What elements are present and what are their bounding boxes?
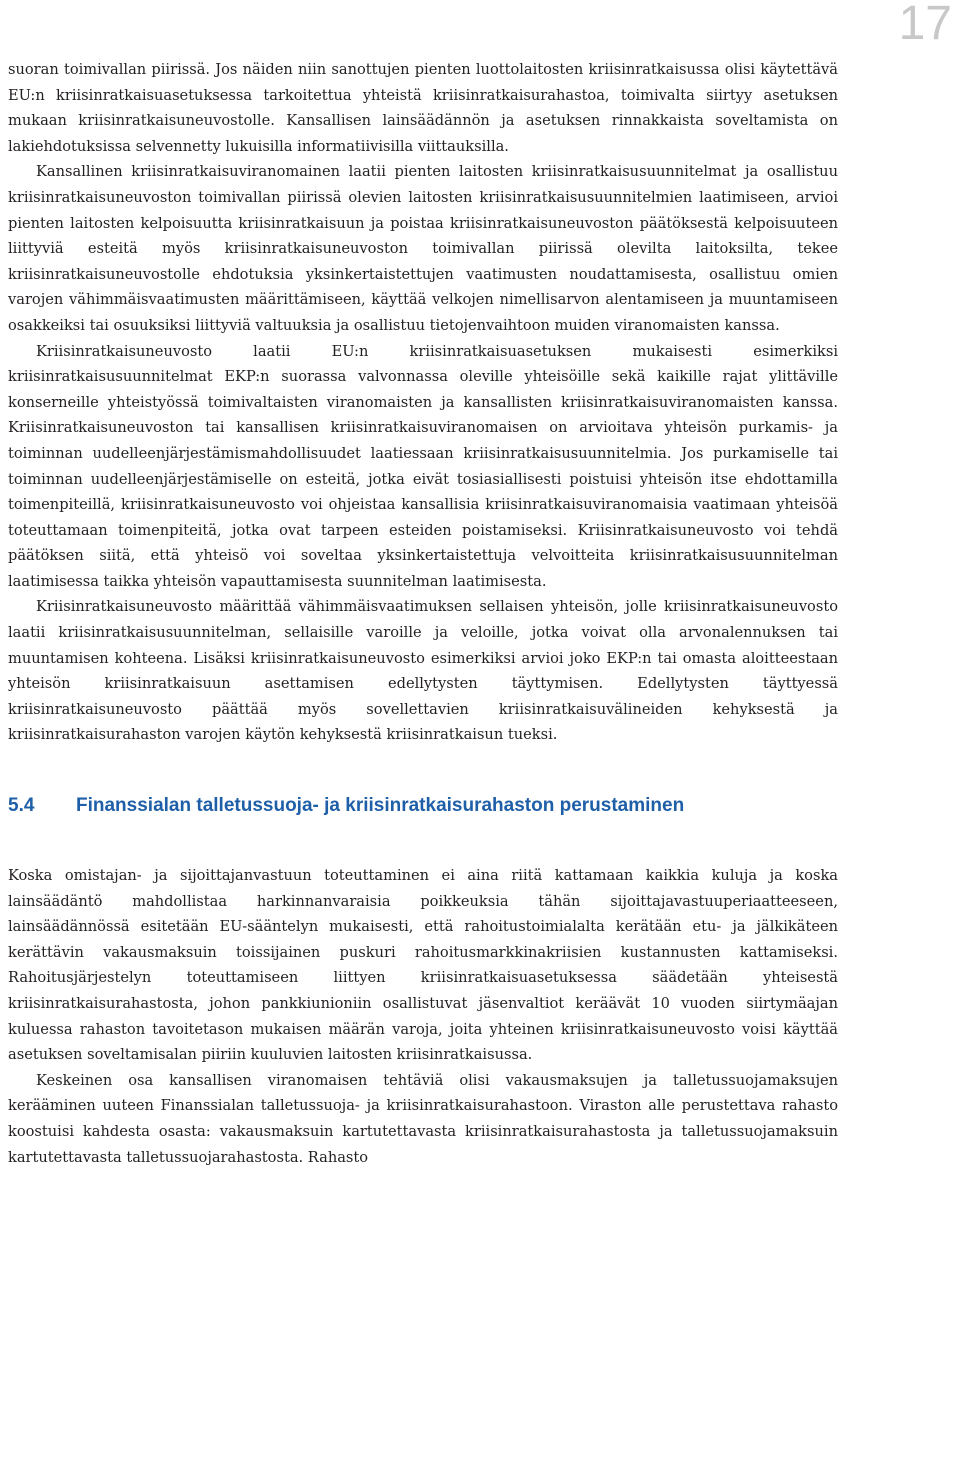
paragraph-6: Keskeinen osa kansallisen viranomaisen tehtäviä olisi vakausmaksujen ja talletussuojamaksujen kerääminen uuteen Finanssialan talletussuoja- ja kriisinratkaisurahastoon. Viraston alle perustettava rahasto koostuisi kahdesta osasta: vakausmaksuin kartutettavasta kriisinratkaisurahastosta ja talletussuojamaksuin kartutettavasta talletussuojarahastosta. Rahasto xyxy=(8,1071,838,1166)
paragraph-3: Kriisinratkaisuneuvosto laatii EU:n kriisinratkaisuasetuksen mukaisesti esimerkiksi kriisinratkaisusuunnitelmat EKP:n suorassa valvonnassa oleville yhteisöille sekä kaikille rajat ylittäville konserneille yhteistyössä toimivaltaisten viranomaisten ja kansallisten kriisinratkaisuviranomaisten kanssa. Kriisinratkaisuneuvoston tai kansallisen kriisinratkaisuviranomaisen on arvioitava yhteisön purkamis- ja toiminnan uudelleenjärjestämismahdollisuudet laatiessaan kriisinratkaisusuunnitelmia. Jos purkamiselle tai toiminnan uudelleenjärjestämiselle on esteitä, jotka eivät tosiasiallisesti poistuisi yhteisön itse ehdottamilla toimenpiteillä, kriisinratkaisuneuvosto voi ohjeistaa kansallisia kriisinratkaisuviranomaisia vaatimaan yhteisöä toteuttamaan toimenpiteitä, jotka ovat tarpeen esteiden poistamiseksi. Kriisinratkaisuneuvosto voi tehdä päätöksen siitä, että yhteisö voi soveltaa yksinkertaistettuja velvoitteita kriisinratkaisusuunnitelman laatimisessa taikka yhteisön vapauttamisesta suunnitelman laatimisesta. xyxy=(8,342,838,590)
document-body xyxy=(8,57,838,1170)
section-number: 5.4 xyxy=(8,795,35,817)
page-number: 17 xyxy=(898,0,952,50)
section-title: Finanssialan talletussuoja- ja kriisinratkaisurahaston perustaminen xyxy=(76,795,685,817)
paragraph-2: Kansallinen kriisinratkaisuviranomainen laatii pienten laitosten kriisinratkaisusuunnitelmat ja osallistuu kriisinratkaisuneuvoston toimivallan piirissä olevien laitosten kriisinratkaisusuunnitelmien laatimiseen, arvioi pienten laitosten kelpoisuutta kriisinratkaisuun ja poistaa kriisinratkaisuneuvoston päätöksestä kelpoisuuteen liittyviä esteitä myös kriisinratkaisuneuvoston toimivallan piirissä olevilta laitoksilta, tekee kriisinratkaisuneuvostolle ehdotuksia yksinkertaistettujen vaatimusten noudattamisesta, osallistuu omien varojen vähimmäisvaatimusten määrittämiseen, käyttää velkojen nimellisarvon alentamiseen ja muuntamiseen osakkeiksi tai osuuksiksi liittyviä valtuuksia ja osallistuu tietojenvaihtoon muiden viranomaisten kanssa. xyxy=(8,163,838,334)
section-heading xyxy=(8,794,838,818)
paragraph-5: Koska omistajan- ja sijoittajanvastuun toteuttaminen ei aina riitä kattamaan kaikkia kuluja ja koska lainsäädäntö mahdollistaa harkinnanvaraisia poikkeuksia tähän sijoittajavastuuperiaatteeseen, lainsäädännössä esitetään EU-sääntelyn mukaisesti, että rahoitustoimialalta kerätään etu- ja jälkikäteen kerättävin vakausmaksuin toissijainen puskuri rahoitusmarkkinakriisien kustannusten kattamiseksi. Rahoitusjärjestelyn toteuttamiseen liittyen kriisinratkaisuasetuksessa säädetään yhteisestä kriisinratkaisurahastosta, johon pankkiunioniin osallistuvat jäsenvaltiot keräävät 10 vuoden siirtymäajan kuluessa rahaston tavoitetason mukaisen määrän varoja, joita yhteinen kriisinratkaisuneuvosto voisi käyttää asetuksen soveltamisalan piiriin kuuluvien laitosten kriisinratkaisussa. xyxy=(8,867,838,1064)
paragraph-1: suoran toimivallan piirissä. Jos näiden niin sanottujen pienten luottolaitosten kriisinratkaisussa olisi käytettävä EU:n kriisinratkaisuasetuksessa tarkoitettua yhteistä kriisinratkaisurahastoa, toimivalta siirtyy asetuksen mukaan kriisinratkaisuneuvostolle. Kansallisen lainsäädännön ja asetuksen rinnakkaista soveltamista on lakiehdotuksissa selvennetty lukuisilla informatiivisilla viittauksilla. xyxy=(8,61,838,155)
paragraph-4: Kriisinratkaisuneuvosto määrittää vähimmäisvaatimuksen sellaisen yhteisön, jolle kriisinratkaisuneuvosto laatii kriisinratkaisusuunnitelman, sellaisille varoille ja veloille, jotka voivat olla arvonalennuksen tai muuntamisen kohteena. Lisäksi kriisinratkaisuneuvosto esimerkiksi arvioi joko EKP:n tai omasta aloitteestaan yhteisön kriisinratkaisuun asettamisen edellytysten täyttymisen. Edellytysten täyttyessä kriisinratkaisuneuvosto päättää myös sovellettavien kriisinratkaisuvälineiden kehyksestä ja kriisinratkaisurahaston varojen käytön kehyksestä kriisinratkaisun tueksi. xyxy=(8,598,838,744)
